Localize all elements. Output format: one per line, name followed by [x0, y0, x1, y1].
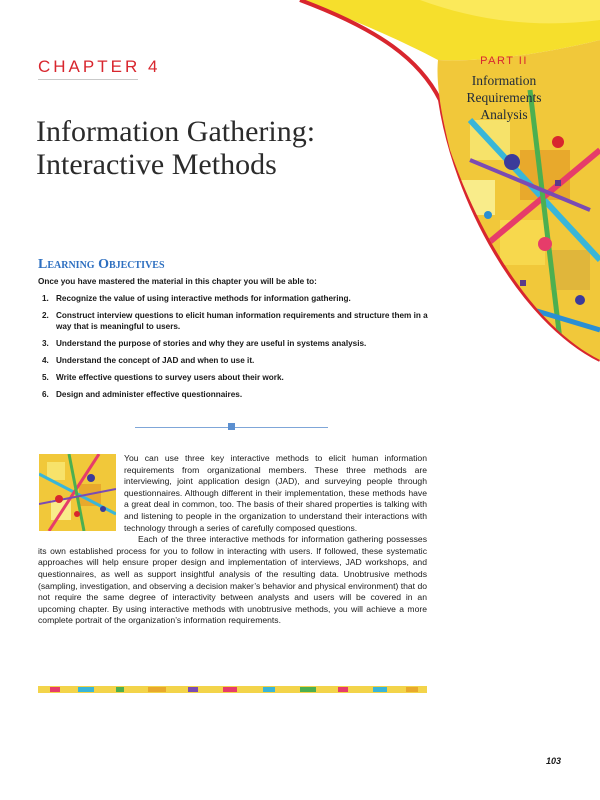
objective-number: 3.: [42, 339, 49, 348]
objective-number: 6.: [42, 390, 49, 399]
objective-text: Write effective questions to survey users about their work.: [56, 373, 284, 382]
decorative-stripe: [38, 686, 427, 693]
part-box: [436, 55, 572, 123]
body-text: [38, 453, 427, 627]
part-title-line3: Analysis: [480, 107, 528, 122]
objective-item: [38, 293, 428, 304]
chapter-label: CHAPTER 4: [38, 57, 161, 76]
objective-item: [38, 389, 428, 400]
chapter-title-line1: Information Gathering:: [36, 115, 316, 148]
objective-item: [38, 355, 428, 366]
objective-item: [38, 310, 428, 332]
objective-text: Understand the purpose of stories and why they are useful in systems analysis.: [56, 339, 367, 348]
part-label: PART II: [480, 55, 528, 67]
learning-objectives-list: [38, 293, 428, 406]
learning-objectives-intro: Once you have mastered the material in this chapter you will be able to:: [38, 277, 317, 286]
chapter-rule: [38, 79, 138, 80]
objective-number: 1.: [42, 294, 49, 303]
body-paragraph-1: You can use three key interactive methods to elicit human information requirements from organizational members. These three methods are interviewing, joint application design (JAD), and surveying people through questionnaires. Although different in their implementation, these methods have a great deal in common, too. The basis of their shared properties is talking with and listening to people in the organization to understand their interactions with technology through a series of carefully composed questions.: [124, 453, 427, 533]
chapter-title-line2: Interactive Methods: [36, 148, 277, 181]
objective-item: [38, 372, 428, 383]
objective-text: Understand the concept of JAD and when to use it.: [56, 356, 255, 365]
objective-number: 5.: [42, 373, 49, 382]
objective-text: Recognize the value of using interactive methods for information gathering.: [56, 294, 351, 303]
objective-number: 4.: [42, 356, 49, 365]
divider-square-icon: [228, 423, 235, 430]
objective-item: [38, 338, 428, 349]
objective-text: Design and administer effective questionnaires.: [56, 390, 243, 399]
objective-text: Construct interview questions to elicit human information requirements and structure them in a way that is meaningful to users.: [56, 311, 428, 331]
part-title-line1: Information: [471, 73, 537, 88]
chapter-title: [36, 115, 396, 181]
page-number: 103: [546, 756, 562, 766]
part-title-line2: Requirements: [466, 90, 542, 105]
learning-objectives-heading: Learning Objectives: [38, 257, 165, 272]
body-paragraph-2: Each of the three interactive methods for information gathering possesses its own established process for you to follow in interacting with users. If followed, these systematic approaches will help ensure proper design and implementation of interviews, JAD workshops, and questionnaires, as well as support insightful analysis of the resulting data. Unobtrusive methods (sampling, investigation, and observing a decision maker’s behavior and physical environment) that do not require the same degree of interactivity between analysts and users will be covered in an upcoming chapter. By using interactive methods with unobtrusive methods, you will achieve a more complete portrait of the organization’s information requirements.: [38, 534, 428, 626]
objective-number: 2.: [42, 311, 49, 320]
